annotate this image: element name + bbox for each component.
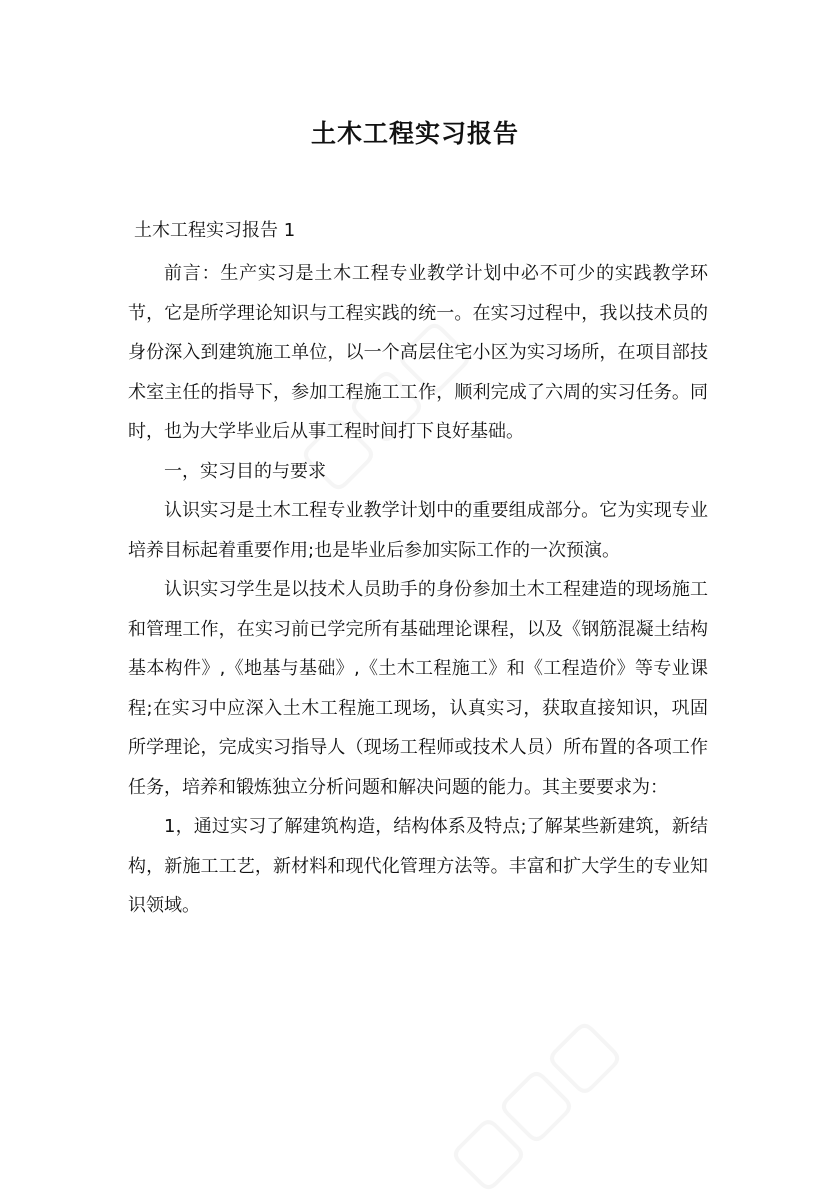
document-body: [128, 254, 708, 926]
paragraph-internship-requirements: 认识实习学生是以技术人员助手的身份参加土木工程建造的现场施工和管理工作，在实习前已学完所有基础理论课程，以及《钢筋混凝土结构基本构件》,《地基与基础》,《土木工程施工》和《工程造价》等专业课程;在实习中应深入土木工程施工现场，认真实习，获取直接知识，巩固所学理论，完成实习指导人（现场工程师或技术人员）所布置的各项工作任务，培养和锻炼独立分析问题和解决问题的能力。其主要要求为：: [128, 579, 708, 798]
section-title: 土木工程实习报告 1: [134, 220, 296, 241]
paragraph-internship-importance: 认识实习是土木工程专业教学计划中的重要组成部分。它为实现专业培养目标起着重要作用;也是毕业后参加实际工作的一次预演。: [128, 500, 708, 561]
paragraph-requirement-1: 1，通过实习了解建筑构造，结构体系及特点;了解某些新建筑，新结构，新施工工艺，新材料和现代化管理方法等。丰富和扩大学生的专业知识领域。: [128, 816, 708, 916]
watermark-graphic: [430, 1000, 634, 1204]
paragraph-heading-purpose: 一，实习目的与要求: [164, 460, 326, 482]
document-title: 土木工程实习报告: [310, 119, 519, 148]
paragraph-preface: 前言：生产实习是土木工程专业教学计划中必不可少的实践教学环节，它是所学理论知识与工程实践的统一。在实习过程中，我以技术员的身份深入到建筑施工单位，以一个高层住宅小区为实习场所，在项目部技术室主任的指导下，参加工程施工工作，顺利完成了六周的实习任务。同时，也为大学毕业后从事工程时间打下良好基础。: [128, 263, 708, 442]
